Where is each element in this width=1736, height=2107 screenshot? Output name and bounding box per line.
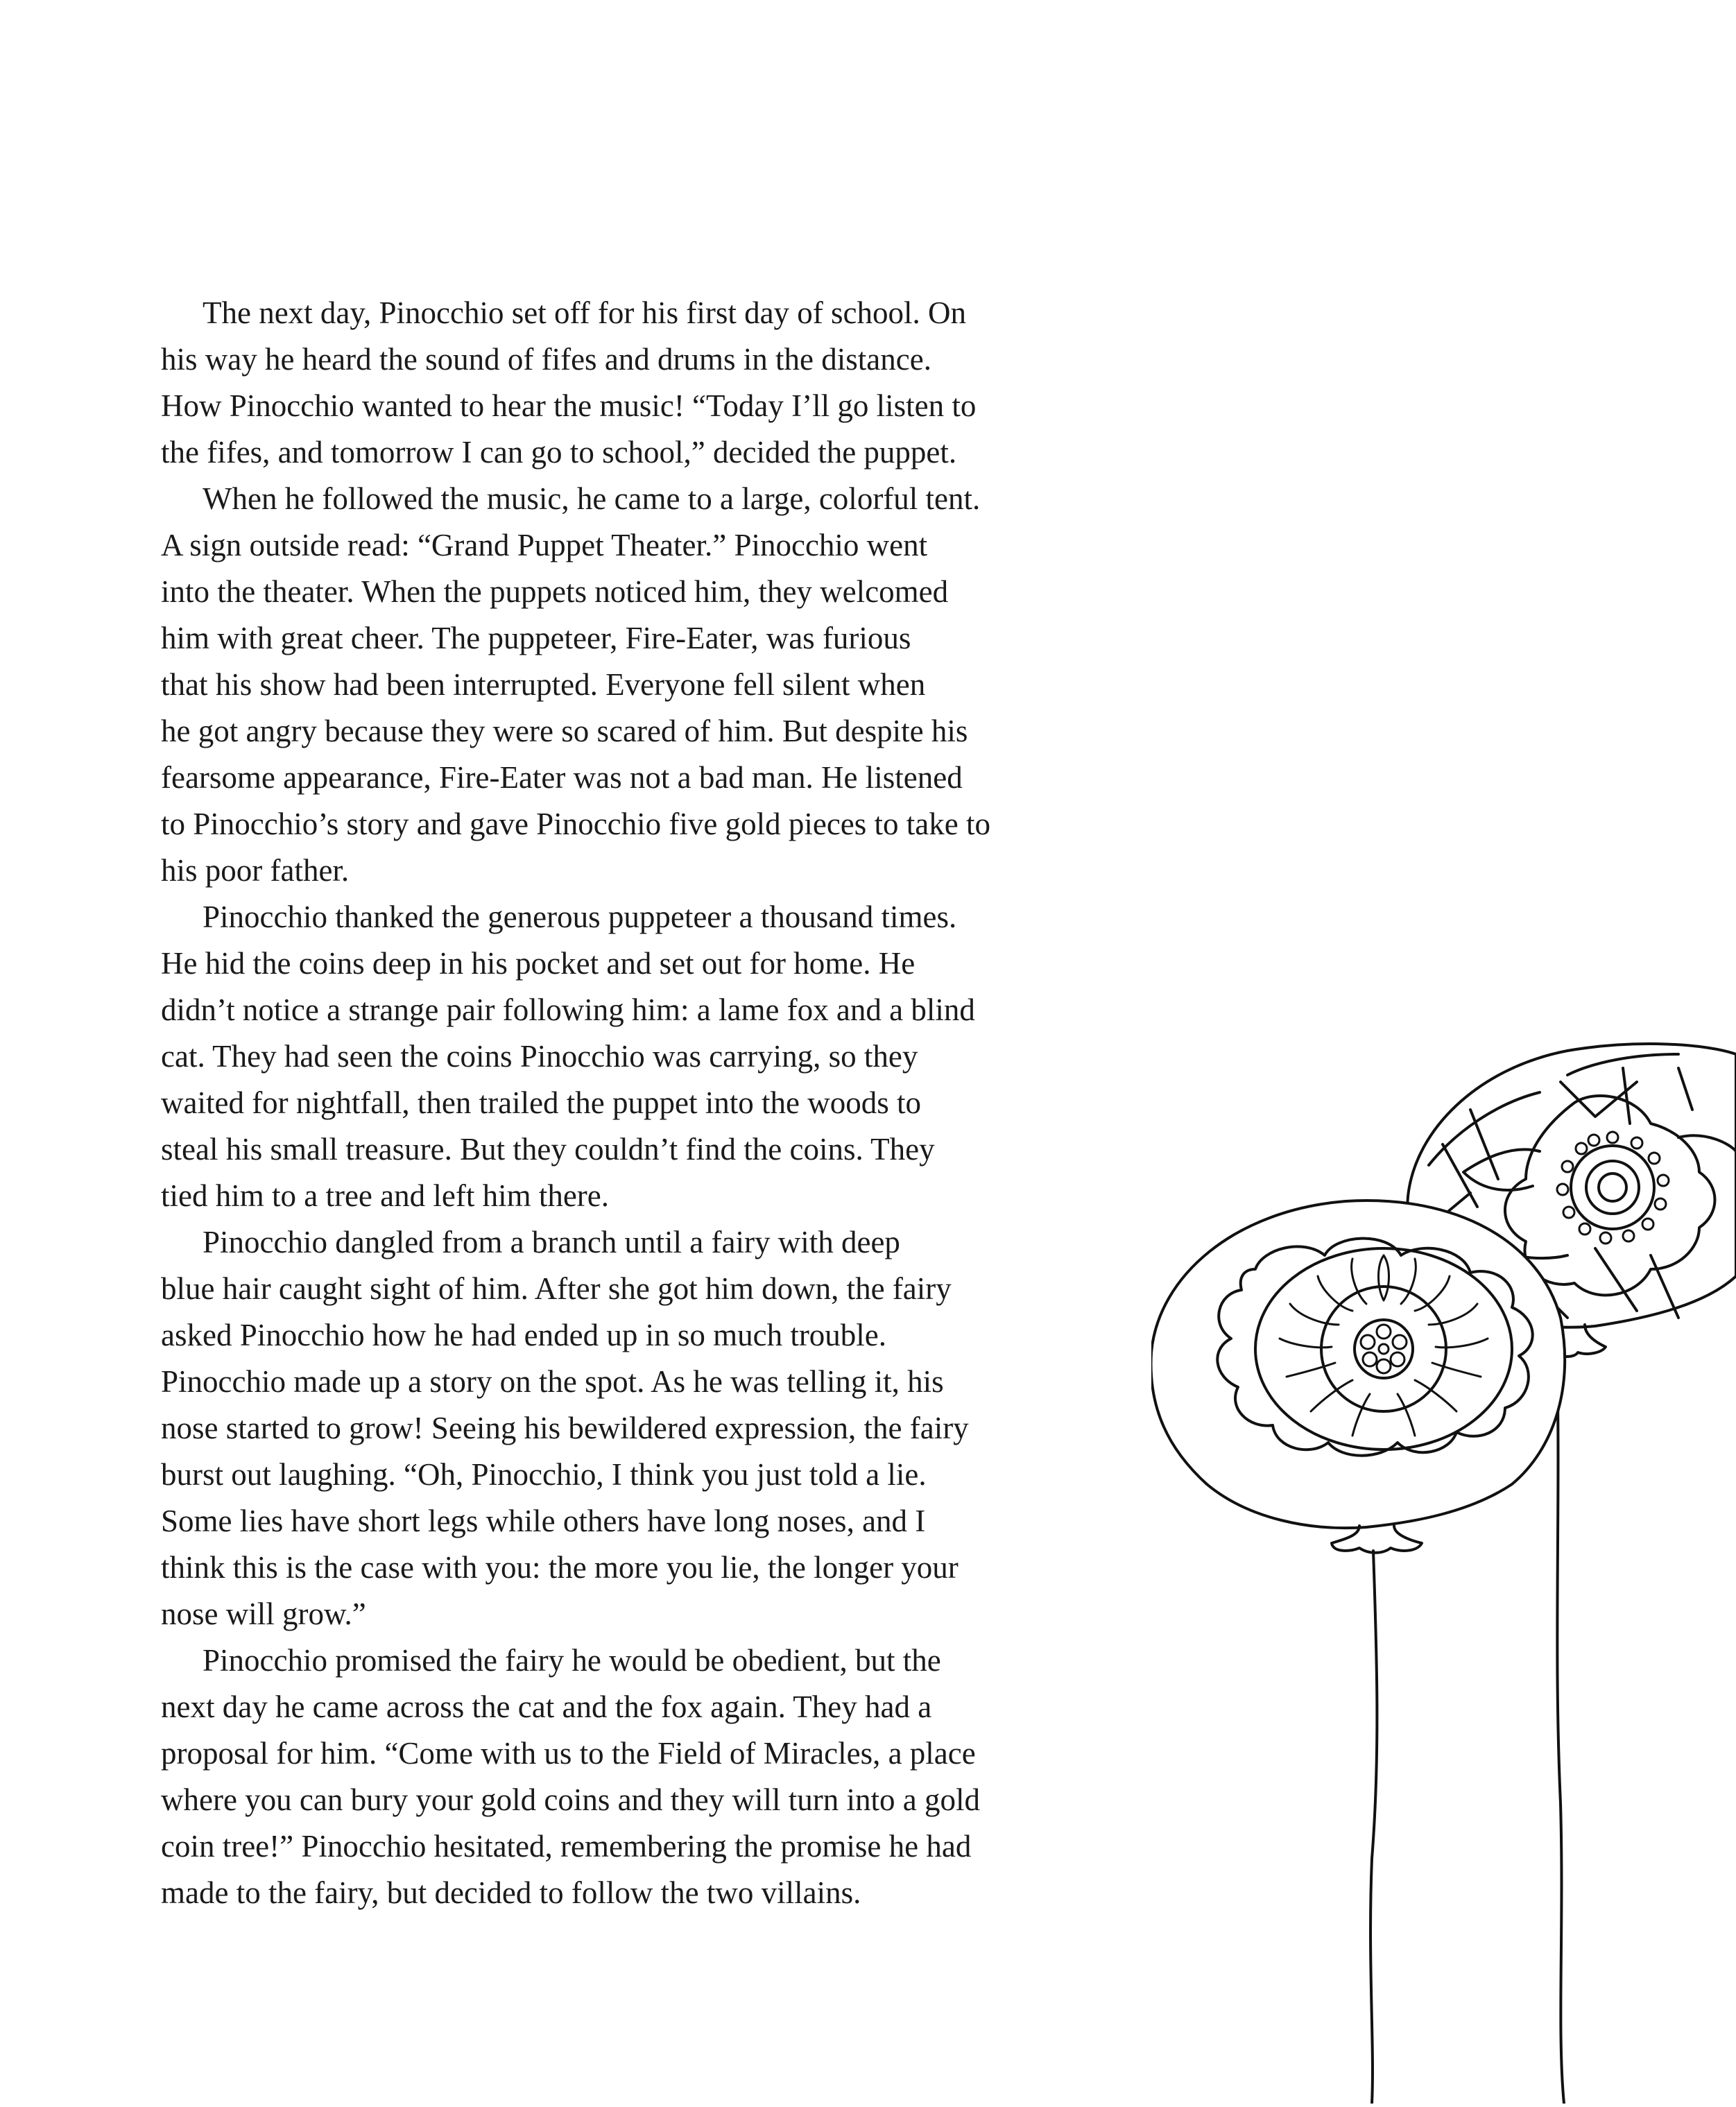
text-line: to Pinocchio’s story and gave Pinocchio five gold pieces to take to (161, 807, 990, 841)
text-line: burst out laughing. “Oh, Pinocchio, I think you just told a lie. (161, 1457, 927, 1492)
balloons-illustration (1151, 1026, 1736, 2104)
text-line: made to the fairy, but decided to follow the two villains. (161, 1875, 861, 1910)
text-line: him with great cheer. The puppeteer, Fire-Eater, was furious (161, 621, 911, 655)
text-line: Pinocchio promised the fairy he would be obedient, but the (203, 1643, 941, 1678)
text-line: The next day, Pinocchio set off for his first day of school. On (203, 295, 967, 330)
text-line: nose started to grow! Seeing his bewildered expression, the fairy (161, 1411, 969, 1445)
story-text (161, 290, 1146, 1916)
text-line: asked Pinocchio how he had ended up in so much trouble. (161, 1318, 887, 1352)
text-line: didn’t notice a strange pair following him: a lame fox and a blind (161, 992, 975, 1027)
text-line: Pinocchio dangled from a branch until a fairy with deep (203, 1225, 900, 1259)
text-line: tied him to a tree and left him there. (161, 1178, 610, 1213)
text-line: waited for nightfall, then trailed the puppet into the woods to (161, 1085, 921, 1120)
text-line: that his show had been interrupted. Everyone fell silent when (161, 667, 926, 702)
text-line: nose will grow.” (161, 1597, 366, 1631)
text-line: where you can bury your gold coins and they will turn into a gold (161, 1782, 981, 1817)
text-line: his way he heard the sound of fifes and drums in the distance. (161, 342, 931, 377)
text-line: He hid the coins deep in his pocket and set out for home. He (161, 946, 916, 981)
text-line: How Pinocchio wanted to hear the music! “Today I’ll go listen to (161, 388, 977, 423)
text-line: Some lies have short legs while others have long noses, and I (161, 1504, 926, 1538)
text-line: cat. They had seen the coins Pinocchio was carrying, so they (161, 1039, 918, 1074)
text-line: into the theater. When the puppets noticed him, they welcomed (161, 574, 949, 609)
text-line: When he followed the music, he came to a large, colorful tent. (203, 481, 981, 516)
paragraph (161, 290, 1146, 476)
paragraph (161, 894, 1146, 1219)
paragraph (161, 1219, 1146, 1637)
back-balloon-icon (1407, 1044, 1736, 2104)
text-line: steal his small treasure. But they couldn’t find the coins. They (161, 1132, 935, 1167)
text-line: the fifes, and tomorrow I can go to school,” decided the puppet. (161, 435, 957, 470)
text-line: fearsome appearance, Fire-Eater was not a bad man. He listened (161, 760, 963, 795)
paragraph (161, 1637, 1146, 1916)
paragraph (161, 476, 1146, 894)
text-line: he got angry because they were so scared of him. But despite his (161, 714, 968, 748)
text-line: Pinocchio made up a story on the spot. As he was telling it, his (161, 1364, 944, 1399)
text-line: coin tree!” Pinocchio hesitated, remembering the promise he had (161, 1829, 972, 1864)
text-line: think this is the case with you: the more you lie, the longer your (161, 1550, 959, 1585)
front-balloon-icon (1151, 1201, 1565, 2104)
text-line: A sign outside read: “Grand Puppet Theater.” Pinocchio went (161, 528, 928, 562)
text-line: Pinocchio thanked the generous puppeteer a thousand times. (203, 900, 957, 934)
text-line: next day he came across the cat and the fox again. They had a (161, 1689, 932, 1724)
text-line: his poor father. (161, 853, 350, 888)
text-line: blue hair caught sight of him. After she got him down, the fairy (161, 1271, 952, 1306)
text-line: proposal for him. “Come with us to the Field of Miracles, a place (161, 1736, 976, 1771)
